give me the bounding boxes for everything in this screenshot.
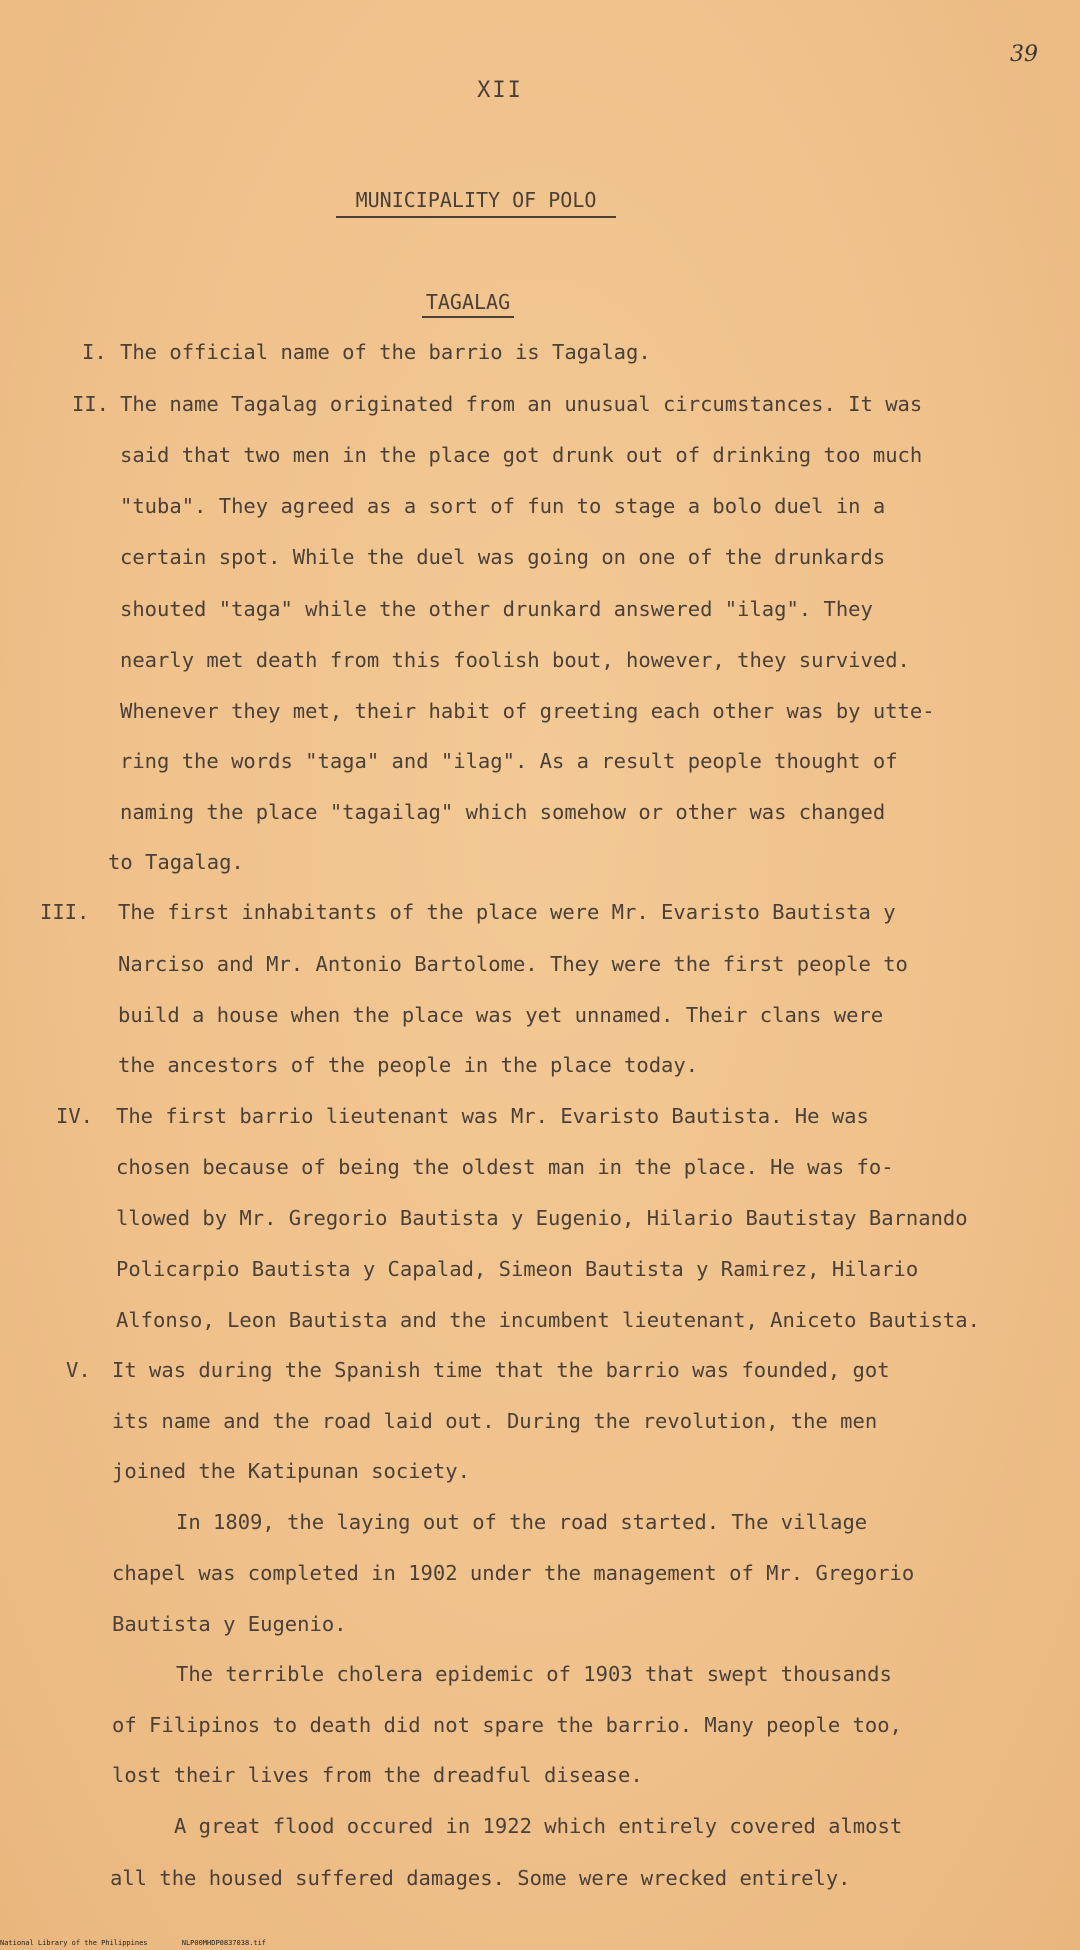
municipality-title: MUNICIPALITY OF POLO: [336, 188, 616, 218]
text-line: ring the words "taga" and "ilag". As a result people thought of: [120, 749, 898, 773]
page-number: 39: [1010, 42, 1038, 67]
library-credit: National Library of the Philippines: [0, 1939, 148, 1947]
text-line: certain spot. While the duel was going on one of the drunkards: [120, 545, 886, 569]
section-marker: V.: [66, 1358, 91, 1382]
text-line: said that two men in the place got drunk out of drinking too much: [120, 443, 923, 467]
text-line: Alfonso, Leon Bautista and the incumbent lieutenant, Aniceto Bautista.: [116, 1308, 980, 1332]
text-line: The first barrio lieutenant was Mr. Evaristo Bautista. He was: [116, 1104, 869, 1128]
text-line: its name and the road laid out. During the revolution, the men: [112, 1409, 878, 1433]
text-line: It was during the Spanish time that the barrio was founded, got: [112, 1358, 890, 1382]
text-line: llowed by Mr. Gregorio Bautista y Eugenio, Hilario Bautistay Barnando: [116, 1206, 968, 1230]
scan-footer: [0, 1938, 1080, 1948]
text-line: the ancestors of the people in the place today.: [118, 1053, 699, 1077]
text-line: to Tagalag.: [108, 850, 244, 874]
text-line: joined the Katipunan society.: [112, 1459, 470, 1483]
text-line: Bautista y Eugenio.: [112, 1612, 347, 1636]
text-line: Policarpio Bautista y Capalad, Simeon Bautista y Ramirez, Hilario: [116, 1257, 919, 1281]
file-identifier: NLP00MHDP0837038.tif: [181, 1939, 267, 1947]
text-line: "tuba". They agreed as a sort of fun to stage a bolo duel in a: [120, 494, 886, 518]
text-line: naming the place "tagailag" which somehow or other was changed: [120, 800, 886, 824]
text-line: lost their lives from the dreadful disease.: [112, 1763, 643, 1787]
text-line: of Filipinos to death did not spare the barrio. Many people too,: [112, 1713, 902, 1737]
text-line: all the housed suffered damages. Some were wrecked entirely.: [110, 1866, 851, 1890]
text-line: Whenever they met, their habit of greeting each other was by utte-: [120, 699, 935, 723]
section-marker: III.: [40, 900, 90, 924]
section-marker: I.: [82, 340, 107, 364]
text-line: chosen because of being the oldest man in the place. He was fo-: [116, 1155, 894, 1179]
section-marker: IV.: [56, 1104, 94, 1128]
text-line: The first inhabitants of the place were Mr. Evaristo Bautista y: [118, 900, 896, 924]
text-line: A great flood occured in 1922 which entirely covered almost: [174, 1814, 903, 1838]
text-line: In 1809, the laying out of the road started. The village: [176, 1510, 868, 1534]
chapter-numeral: XII: [477, 78, 523, 103]
text-line: Narciso and Mr. Antonio Bartolome. They were the first people to: [118, 952, 908, 976]
section-marker: II.: [72, 392, 110, 416]
text-line: The terrible cholera epidemic of 1903 that swept thousands: [176, 1662, 892, 1686]
text-line: The official name of the barrio is Tagalag.: [120, 340, 651, 364]
text-line: chapel was completed in 1902 under the management of Mr. Gregorio: [112, 1561, 915, 1585]
barrio-title: TAGALAG: [422, 290, 514, 318]
text-line: nearly met death from this foolish bout, however, they survived.: [120, 648, 910, 672]
text-line: build a house when the place was yet unnamed. Their clans were: [118, 1003, 884, 1027]
text-line: shouted "taga" while the other drunkard answered "ilag". They: [120, 597, 873, 621]
text-line: The name Tagalag originated from an unusual circumstances. It was: [120, 392, 923, 416]
